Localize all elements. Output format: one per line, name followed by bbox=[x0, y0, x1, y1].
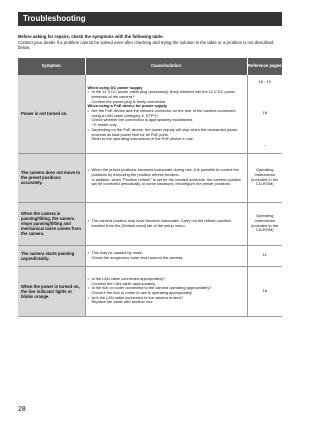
solution-text: Check the exogenous noise level around the camera. bbox=[91, 254, 184, 260]
reference-cell: 11 bbox=[247, 245, 282, 266]
solution-text: Replace the cable with another one. bbox=[91, 299, 154, 305]
bullet-item: • Isn't the LAN cable connected to the camera broken? bbox=[87, 294, 184, 300]
bullet-item: • Depending on the PoE device, the power supply will stop when the demanded power exceeds its total power limit for all PoE ports. bbox=[87, 126, 238, 137]
solution-text: Confirm the power plug is firmly connected. bbox=[91, 98, 167, 104]
bullet-icon: • bbox=[87, 217, 89, 223]
reference-page: 18 bbox=[262, 110, 267, 116]
bullet-icon: • bbox=[87, 285, 89, 291]
table-row bbox=[18, 202, 282, 245]
table-header-row bbox=[18, 58, 282, 75]
cause-cell bbox=[85, 75, 247, 153]
bullet-item: • Is the hub or router connected to the camera operating appropriately? bbox=[87, 285, 212, 291]
page-number: 28 bbox=[18, 406, 26, 413]
cause-cell bbox=[85, 153, 247, 202]
reference-page: – bbox=[263, 142, 266, 148]
bullet-item: • This may be caused by noise. bbox=[87, 249, 143, 255]
section-title: Troubleshooting bbox=[23, 14, 86, 23]
bullet-icon: • bbox=[87, 167, 89, 173]
intro-text: Contact your dealer if a problem cannot be solved even after checking and trying the solution in the table or a problem is not described below. bbox=[18, 39, 274, 51]
bullet-item: • The camera position may have become inaccurate. Carry out the refresh position function from the [Default reset] tab of the setup menu. bbox=[87, 217, 231, 228]
symptom-cell: The camera starts panning unpredictably. bbox=[18, 245, 85, 266]
symptom-cell: When the power is turned on, the live indicator lights or blinks orange. bbox=[18, 266, 85, 316]
reference-cell: Operating Instructions (included in the CD-ROM) bbox=[247, 202, 282, 245]
intro-bold-text: Before asking for repairs, check the symptoms with the following table. bbox=[18, 34, 164, 39]
header-symptom: Symptom bbox=[18, 58, 85, 75]
symptom-cell: The camera does not move to the preset positions accurately. bbox=[18, 153, 85, 202]
bullet-item: • Is the 12 V DC power cable plug (accessory) firmly inserted into the 12 V DC power terminals of the camera? bbox=[87, 89, 236, 99]
solution-text: Check whether the connection is appropriately established. bbox=[91, 117, 194, 123]
troubleshooting-table bbox=[18, 58, 282, 317]
intro-paragraph bbox=[18, 34, 282, 51]
table-row bbox=[18, 245, 282, 266]
table-row bbox=[18, 153, 282, 202]
bullet-icon: • bbox=[87, 89, 89, 95]
cause-subheading: When using DC power supply bbox=[87, 84, 143, 90]
table-row bbox=[18, 75, 282, 153]
bullet-item: • Are the PoE device and the network connector on the rear of the camera connected using a LAN cable (category 5, STP*)? bbox=[87, 108, 236, 118]
solution-text: Check if the hub or router in use is operating appropriately. bbox=[91, 290, 193, 295]
reference-page: 18 - 19 bbox=[258, 78, 271, 84]
bullet-item: • Is the LAN cable connected appropriately? bbox=[87, 275, 165, 281]
table-row bbox=[18, 266, 282, 316]
bullet-icon: • bbox=[87, 108, 89, 114]
symptom-cell: Power is not turned on. bbox=[18, 75, 85, 153]
reference-cell: 18 bbox=[247, 266, 282, 316]
header-reference-pages: Reference pages bbox=[247, 58, 282, 75]
cause-cell bbox=[85, 245, 247, 266]
symptom-cell: When the camera is panning/tilting, the camera stops panning/tilting and mechanical noise comes from the camera. bbox=[18, 202, 85, 245]
section-title-bar bbox=[18, 12, 282, 26]
reference-cell bbox=[247, 75, 282, 153]
cause-cell bbox=[85, 266, 247, 316]
solution-text: Refer to the operating instructions of the PoE device in use. bbox=[91, 136, 195, 142]
bullet-icon: • bbox=[87, 249, 89, 255]
cause-subheading: When using a PoE device for power supply bbox=[87, 103, 168, 109]
bullet-item: • When the preset positions becomes inaccurate during use, it is possible to correct the positions by executing the position refresh function. bbox=[87, 167, 239, 177]
solution-text: Connect the LAN cable appropriately. bbox=[91, 280, 156, 286]
reference-cell: Operating Instructions (included in the CD-ROM) bbox=[247, 153, 282, 202]
footnote-text: * E model only bbox=[91, 122, 117, 128]
cause-cell bbox=[85, 202, 247, 245]
header-cause-solution: Cause/solution bbox=[85, 58, 247, 75]
bullet-icon: • bbox=[87, 275, 89, 281]
bullet-icon: • bbox=[87, 126, 89, 132]
bullet-icon: • bbox=[87, 294, 89, 300]
solution-text: In addition, when "Position refresh" is set for the created schedule, the camera position will be corrected periodically. In some situations, reconfigure the preset positions. bbox=[91, 176, 241, 187]
